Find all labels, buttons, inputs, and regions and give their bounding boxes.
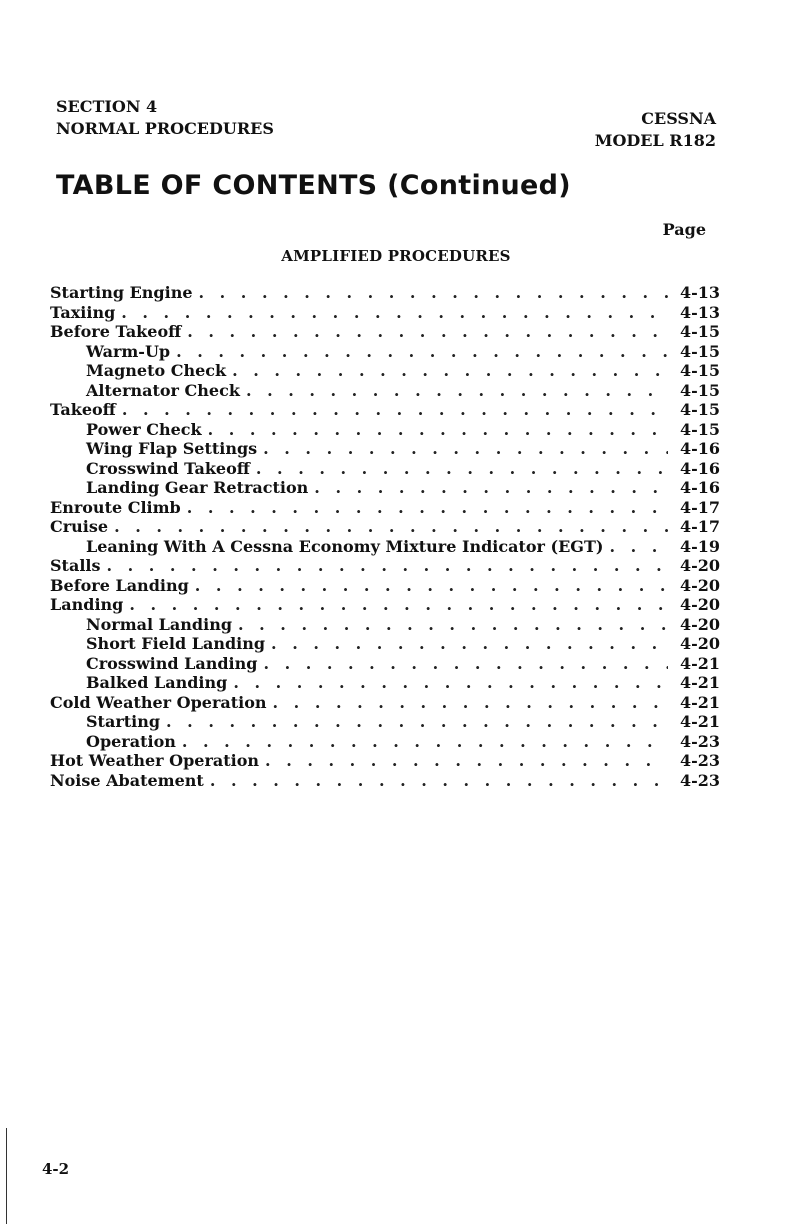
toc-entry xyxy=(50,712,720,732)
page-title: TABLE OF CONTENTS (Continued) xyxy=(56,170,571,201)
model-name: MODEL R182 xyxy=(594,131,716,150)
toc-entry-page: 4-21 xyxy=(679,712,720,731)
toc-entry-title: Short Field Landing xyxy=(86,634,266,653)
dot-leader xyxy=(246,381,668,401)
dot-leader xyxy=(263,439,668,459)
dot-leader xyxy=(129,595,668,615)
toc-entry xyxy=(50,654,720,674)
toc-entry-page: 4-15 xyxy=(679,322,720,341)
toc-entry-title: Leaning With A Cessna Economy Mixture Indicator (EGT) xyxy=(86,536,604,556)
toc-entry-page: 4-15 xyxy=(679,380,720,400)
dot-leader xyxy=(265,751,668,771)
toc-entry-title: Crosswind Takeoff xyxy=(86,458,250,478)
toc-entry xyxy=(50,556,720,576)
section-header xyxy=(56,96,274,140)
dot-leader xyxy=(166,712,668,732)
toc-entry xyxy=(50,478,720,498)
dot-leader xyxy=(187,498,668,518)
toc-entry-title: Enroute Climb xyxy=(50,497,181,517)
toc-entry xyxy=(50,576,720,596)
toc-entry-page: 4-15 xyxy=(679,400,720,419)
dot-leader xyxy=(238,615,668,635)
toc-entry-page: 4-21 xyxy=(679,692,720,712)
section-number: SECTION 4 xyxy=(56,97,158,116)
model-header xyxy=(595,108,716,152)
toc-entry xyxy=(50,498,720,518)
toc-entry-page: 4-20 xyxy=(679,595,720,614)
toc-entry xyxy=(50,517,720,537)
dot-leader xyxy=(208,420,668,440)
dot-leader xyxy=(256,459,668,479)
toc-entry xyxy=(50,751,720,771)
dot-leader xyxy=(233,673,668,693)
toc-entry-title: Alternator Check xyxy=(86,380,240,400)
toc-entry xyxy=(50,400,720,420)
toc-entry-page: 4-20 xyxy=(679,556,720,575)
toc-entry xyxy=(50,342,720,362)
toc-entry-title: Operation xyxy=(86,731,176,751)
toc-entry-page: 4-20 xyxy=(679,614,720,634)
toc-entry-page: 4-13 xyxy=(679,302,720,322)
toc-entry-page: 4-23 xyxy=(679,731,720,751)
dot-leader xyxy=(195,576,668,596)
toc-entry-title: Taxiing xyxy=(50,302,116,322)
dot-leader xyxy=(176,342,668,362)
toc-entry-title: Takeoff xyxy=(50,400,116,419)
dot-leader xyxy=(182,732,668,752)
section-name: NORMAL PROCEDURES xyxy=(56,119,274,138)
dot-leader xyxy=(106,556,668,576)
toc-entry-title: Before Takeoff xyxy=(50,322,182,341)
dot-leader xyxy=(609,537,668,557)
toc-entry xyxy=(50,595,720,615)
toc-entry-title: Noise Abatement xyxy=(50,770,204,790)
toc-entry-page: 4-20 xyxy=(679,575,720,595)
dot-leader xyxy=(271,634,668,654)
toc-entry xyxy=(50,615,720,635)
toc-entry-title: Hot Weather Operation xyxy=(50,751,260,770)
toc-entry-title: Magneto Check xyxy=(86,361,227,380)
toc-entry-title: Wing Flap Settings xyxy=(86,439,258,458)
binding-edge-rule xyxy=(6,1128,7,1224)
page-column-label: Page xyxy=(662,220,706,239)
toc-entry-page: 4-23 xyxy=(679,770,720,790)
brand-name: CESSNA xyxy=(641,109,716,128)
toc-entry-title: Balked Landing xyxy=(86,673,228,692)
toc-entry-page: 4-15 xyxy=(679,419,720,439)
toc-entry xyxy=(50,693,720,713)
toc-entry xyxy=(50,303,720,323)
toc-entry-page: 4-17 xyxy=(679,517,720,536)
toc-entry-title: Normal Landing xyxy=(86,614,233,634)
toc-entry xyxy=(50,771,720,791)
dot-leader xyxy=(114,517,668,537)
toc-entry xyxy=(50,459,720,479)
toc-entry-title: Warm-Up xyxy=(86,341,171,361)
toc-entry xyxy=(50,283,720,303)
dot-leader xyxy=(121,303,668,323)
toc-entry xyxy=(50,439,720,459)
dot-leader xyxy=(232,361,668,381)
toc-entry xyxy=(50,361,720,381)
toc-entry-page: 4-15 xyxy=(679,341,720,361)
toc-entry-title: Cold Weather Operation xyxy=(50,692,267,712)
dot-leader xyxy=(210,771,668,791)
toc-entry-page: 4-15 xyxy=(679,361,720,380)
toc-entry-page: 4-17 xyxy=(679,497,720,517)
toc-entry-page: 4-21 xyxy=(679,653,720,673)
toc-entry-title: Starting xyxy=(86,712,161,731)
section-heading: AMPLIFIED PROCEDURES xyxy=(281,247,511,265)
toc-entry xyxy=(50,537,720,557)
toc-entry-title: Landing xyxy=(50,595,124,614)
toc-entry-page: 4-21 xyxy=(679,673,720,692)
toc-entry-page: 4-16 xyxy=(679,439,720,458)
dot-leader xyxy=(122,400,668,420)
toc-entry xyxy=(50,322,720,342)
toc-entry-title: Before Landing xyxy=(50,575,189,595)
toc-entry-title: Crosswind Landing xyxy=(86,653,258,673)
toc-entry-page: 4-16 xyxy=(679,478,720,497)
toc-entry xyxy=(50,634,720,654)
dot-leader xyxy=(273,693,668,713)
toc-entry-page: 4-16 xyxy=(679,458,720,478)
toc-entry-title: Starting Engine xyxy=(50,283,193,302)
toc-entry-page: 4-19 xyxy=(679,536,720,556)
dot-leader xyxy=(314,478,668,498)
toc-entry xyxy=(50,381,720,401)
toc-entry-page: 4-20 xyxy=(679,634,720,653)
toc-entry-title: Landing Gear Retraction xyxy=(86,478,309,497)
page-number: 4-2 xyxy=(42,1160,70,1178)
dot-leader xyxy=(187,322,668,342)
toc-entry-page: 4-13 xyxy=(679,283,720,302)
toc-entry-page: 4-23 xyxy=(679,751,720,770)
toc-entry-title: Cruise xyxy=(50,517,109,536)
dot-leader xyxy=(199,283,668,303)
toc-entry xyxy=(50,420,720,440)
toc-entry-title: Power Check xyxy=(86,419,202,439)
table-of-contents xyxy=(50,283,720,790)
dot-leader xyxy=(263,654,668,674)
toc-entry xyxy=(50,732,720,752)
toc-entry-title: Stalls xyxy=(50,556,101,575)
toc-entry xyxy=(50,673,720,693)
